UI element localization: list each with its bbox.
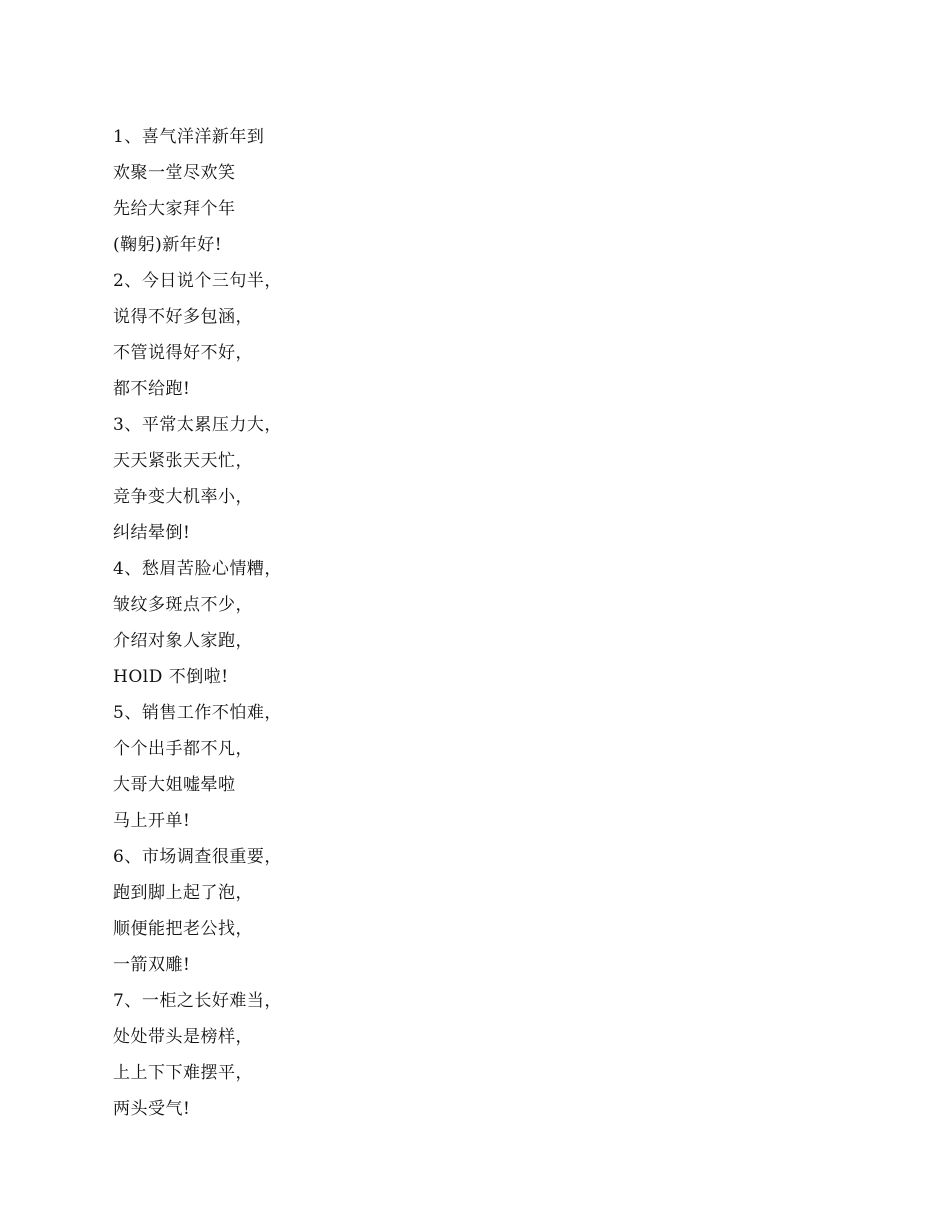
text-line: 3、平常太累压力大，	[113, 415, 282, 435]
text-line: 一箭双雕!	[113, 955, 191, 975]
text-line: 介绍对象人家跑，	[113, 631, 253, 651]
text-line: 1、喜气洋洋新年到	[113, 127, 265, 147]
text-line: 两头受气!	[113, 1099, 191, 1119]
text-line: 不管说得好不好，	[113, 343, 253, 363]
text-line: 大哥大姐嘘晕啦	[113, 775, 236, 795]
text-line: 竞争变大机率小，	[113, 487, 253, 507]
text-line: (鞠躬)新年好!	[113, 235, 223, 255]
text-line: 5、销售工作不怕难，	[113, 703, 282, 723]
text-line: HOlD 不倒啦!	[113, 667, 229, 687]
text-line: 7、一柜之长好难当，	[113, 991, 282, 1011]
text-line: 上上下下难摆平，	[113, 1063, 253, 1083]
text-line: 天天紧张天天忙，	[113, 451, 253, 471]
text-line: 皱纹多斑点不少，	[113, 595, 253, 615]
text-line: 顺便能把老公找，	[113, 919, 253, 939]
text-line: 纠结晕倒!	[113, 523, 191, 543]
text-line: 4、愁眉苦脸心情糟，	[113, 559, 282, 579]
text-line: 欢聚一堂尽欢笑	[113, 163, 236, 183]
document-body	[113, 119, 813, 1127]
text-line: 跑到脚上起了泡，	[113, 883, 253, 903]
text-line: 个个出手都不凡，	[113, 739, 253, 759]
text-line: 2、今日说个三句半，	[113, 271, 282, 291]
text-line: 先给大家拜个年	[113, 199, 236, 219]
text-line: 都不给跑!	[113, 379, 191, 399]
text-line: 马上开单!	[113, 811, 191, 831]
text-line: 说得不好多包涵，	[113, 307, 253, 327]
text-line: 6、市场调查很重要，	[113, 847, 282, 867]
text-line: 处处带头是榜样，	[113, 1027, 253, 1047]
